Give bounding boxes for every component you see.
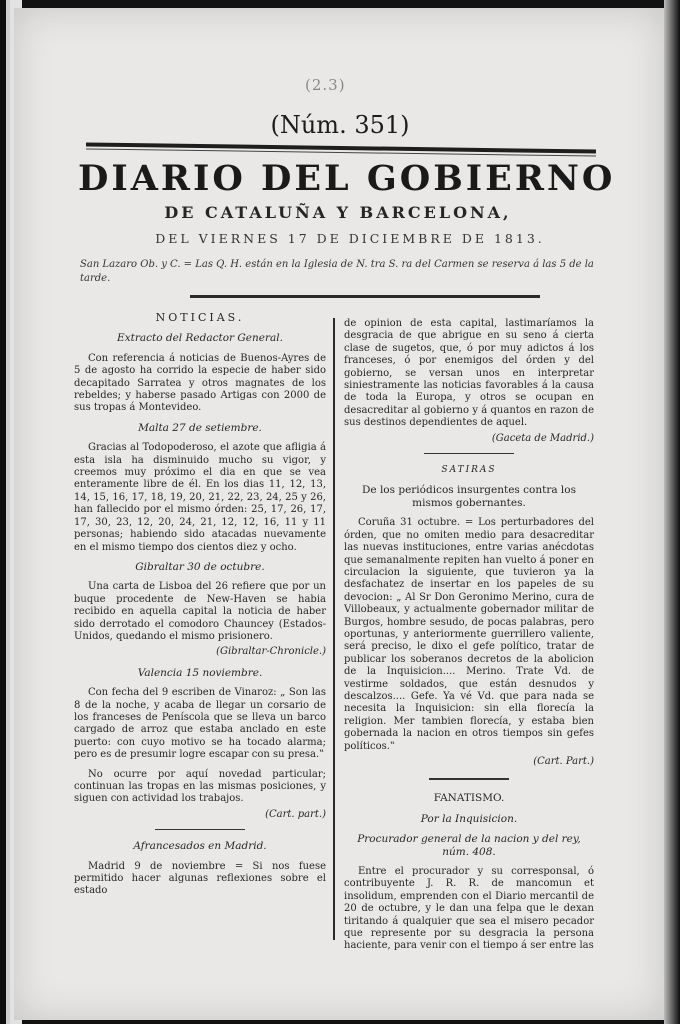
source-credit: (Gibraltar-Chronicle.)	[216, 646, 326, 658]
source-credit: (Cart. Part.)	[533, 756, 594, 767]
source-credit: (Gaceta de Madrid.)	[491, 432, 594, 444]
page-right-edge	[664, 0, 680, 1024]
section-subheading: Por la Inquisicion.	[420, 812, 518, 825]
dateline-heading: Valencia 15 noviembre.	[137, 666, 263, 679]
section-heading: FANATISMO.	[433, 792, 505, 805]
column-divider	[333, 318, 335, 940]
dateline-heading: Gibraltar 30 de octubre.	[135, 560, 265, 573]
left-column	[74, 312, 326, 905]
header-divider	[190, 295, 540, 298]
newspaper-subtitle: DE CATALUÑA Y BARCELONA,	[164, 203, 512, 222]
section-separator	[424, 453, 514, 454]
issue-date: DEL VIERNES 17 DE DICIEMBRE DE 1813.	[155, 231, 545, 246]
section-subheading: De los periódicos insurgentes contra los mismos gobernantes.	[361, 484, 577, 509]
article-paragraph: Con fecha del 9 escriben de Vinaroz: „ Son las 8 de la noche, y acaba de llegar un corsario de los franceses de Peníscola que se lleva un barco cargado de arroz que estaba anclado en este puerto: con cuyo motivo se ha tocado alarma; pero es de presumir logre escapar con su presa.‟	[74, 687, 326, 761]
article-heading: Afrancesados en Madrid.	[133, 840, 267, 853]
source-credit: (Cart. part.)	[265, 808, 326, 820]
section-separator	[429, 778, 509, 780]
article-heading: Procurador general de la nacion y del rey, núm. 408.	[357, 833, 581, 858]
article-paragraph: Gracias al Todopoderoso, el azote que afligia á esta isla ha disminuido mucho su vigor, y creemos muy próximo el dia en que se vea enteramente libre de él. En los dias 11, 12, 13, 14, 15, 16, 17, 18, 19, 20, 21, 22, 23, 24, 25 y 26, han fallecido por el mismo órden: 25, 17, 26, 17, 17, 30, 23, 12, 20, 24, 21, 12, 12, 16, 11 y 11 personas; habiendo sido atacadas nuevamente en el mismo tiempo dos cientos diez y ocho.	[74, 442, 326, 553]
issue-number: (Núm. 351)	[270, 111, 410, 139]
article-paragraph: Entre el procurador y su corresponsal, ó contribuyente J. R. R. de mancomun et insolidum, emprenden con el Diario mercantil de 20 de octubre, y le dan una felpa que le dexan tiritando á qualquier que sea el misero pecador que represente por su desgracia la persona haciente, para venir con el tiempo á ser entre las	[344, 866, 594, 952]
right-column	[344, 318, 594, 960]
article-paragraph: Una carta de Lisboa del 26 refiere que por un buque procedente de New-Haven se habia recibido en aquella capital la noticia de haber sido derrotado el comodoro Chauncey (Estados-Unidos, quedando el mismo prisionero.	[74, 581, 326, 642]
dateline-heading: Malta 27 de setiembre.	[138, 421, 262, 434]
section-heading: SATIRAS	[441, 465, 497, 476]
article-paragraph: No ocurre por aquí novedad particular; continuan las tropas en las mismas posiciones, y siguen con actividad los trabajos.	[74, 768, 326, 805]
folio-mark: (2.3)	[305, 76, 346, 94]
article-paragraph: de opinion de esta capital, lastimaríamos la desgracia de que abrigue en su seno á cierta clase de sugetos, que, ó por muy adictos á los franceses, ó por enemigos del órden y del gobierno, se versan unos en interpretar siniestramente las noticias favorables á la causa de toda la Europa, y otros se ocupan en desacreditar al gobierno y á quantos en razon de sus destinos dependientes de aquel.	[344, 318, 594, 429]
article-paragraph: Madrid 9 de noviembre = Si nos fuese permitido hacer algunas reflexiones sobre el estado	[74, 860, 326, 897]
saints-of-day: San Lazaro Ob. y C. = Las Q. H. están en la Iglesia de N. tra S. ra del Carmen se reserva á las 5 de la tarde.	[80, 259, 594, 284]
section-title: NOTICIAS.	[155, 311, 245, 324]
article-paragraph: Coruña 31 octubre. = Los perturbadores del órden, que no omiten medio para desacreditar las nuevas instituciones, entre varias anécdotas que semanalmente repiten han vuelto á poner en circulacion la siguiente, que tuvieron ya la desfachatez de insertar en los papeles de su devocion: „ Al Sr Don Geronimo Merino, cura de Villobeaux, y actualmente gobernador militar de Burgos, hombre sesudo, de pocas palabras, pero oportunas, y anteriormente guerrillero valiente, será preciso, le dixo el gefe político, tratar de publicar los soberanos decretos de la abolicion de la Inquisicion.... Merino. Trate Vd. de vestirme soldados, que están desnudos y descalzos.... Gefe. Ya vé Vd. que para nada se necesita la Inquisicion: sin ella florecía la religion. Mer tambien florecía, y estaba bien gobernada la nacion en otros tiempos sin gefes políticos.‟	[344, 517, 594, 752]
section-separator	[155, 829, 245, 830]
newspaper-title: DIARIO DEL GOBIERNO	[78, 158, 616, 199]
article-paragraph: Con referencia á noticias de Buenos-Ayres de 5 de agosto ha corrido la especie de haber sido decapitado Sarratea y otros magnates de los rebeldes; y haberse pasado Artigas con 2000 de sus tropas á Montevideo.	[74, 352, 326, 414]
subsection-heading: Extracto del Redactor General.	[117, 332, 283, 345]
